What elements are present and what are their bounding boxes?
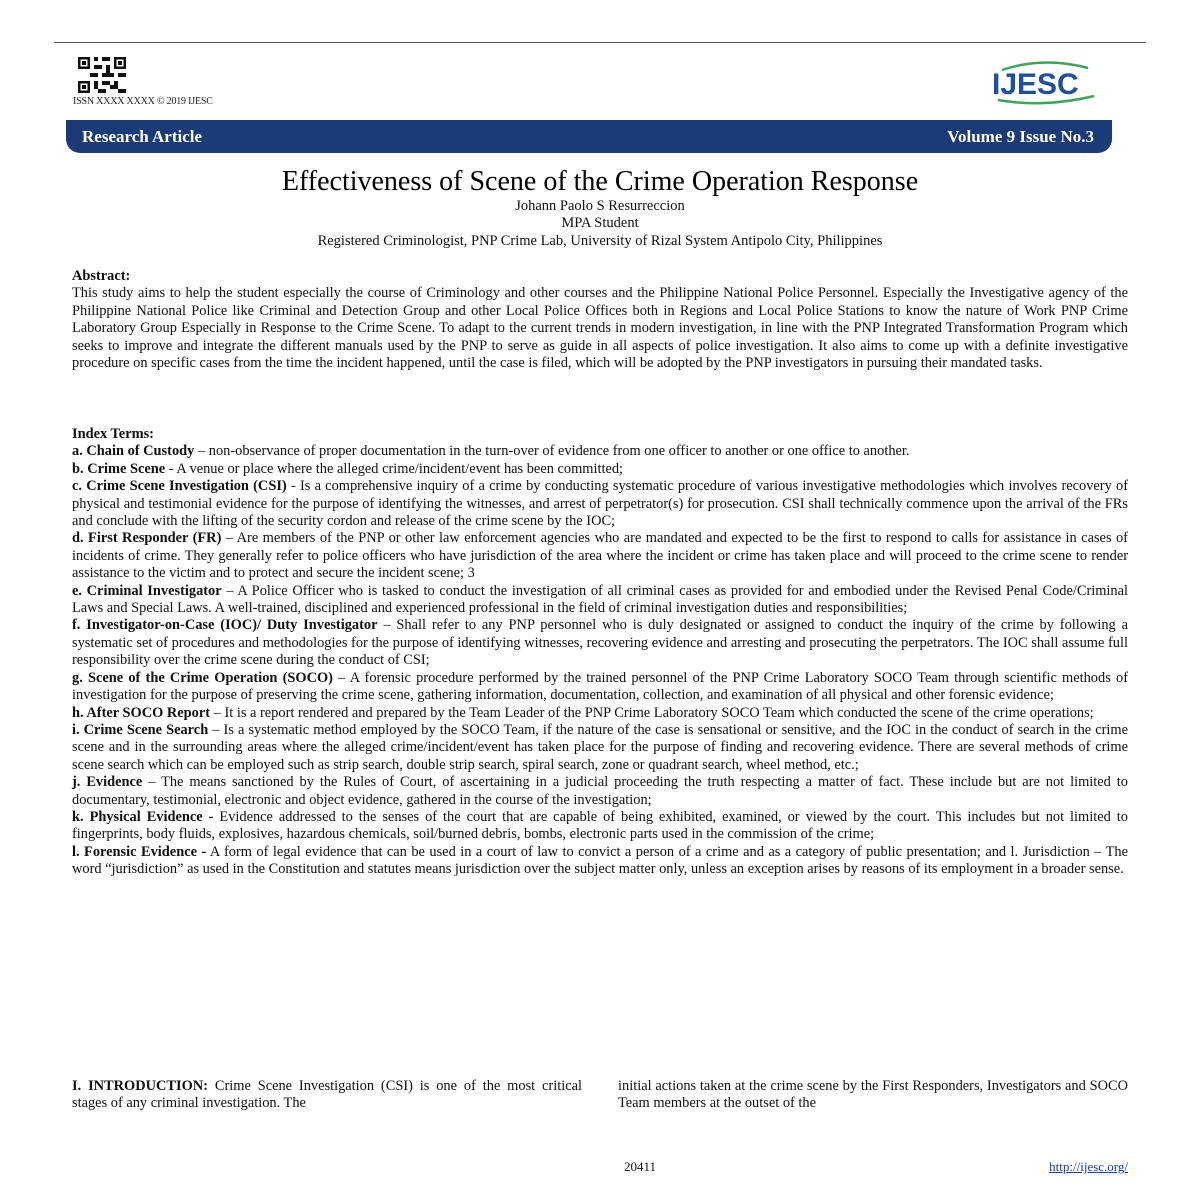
index-term-e <box>72 583 1128 618</box>
page-number: 20411 <box>623 1159 657 1174</box>
author-affiliation: Registered Criminologist, PNP Crime Lab, University of Rizal System Antipolo City, Philippines <box>317 233 883 249</box>
index-term-i <box>72 722 1128 774</box>
author-name: Johann Paolo S Resurreccion <box>515 198 685 214</box>
paper-title: Effectiveness of Scene of the Crime Operation Response <box>281 166 919 197</box>
term-label: h. After SOCO Report <box>72 704 211 721</box>
index-term-k <box>72 809 1128 844</box>
introduction-heading: I. INTRODUCTION: <box>72 1078 208 1094</box>
introduction-left-column <box>72 1078 582 1113</box>
ijesc-logo-icon <box>988 60 1100 106</box>
term-definition: A form of legal evidence that can be used in a court of law to convict a person of a crime and as a category of public presentation; and l. Jurisdiction – The word “jurisdiction” as used in the Constitution and statutes means jurisdiction over the subject matter only, unless an exception arises by reasons of its employment in a broader sense. <box>72 843 1128 878</box>
abstract-heading: Abstract: <box>72 268 131 284</box>
term-definition: Evidence addressed to the senses of the court that are capable of being exhibited, examined, or viewed by the court. This includes but not limited to fingerprints, body fluids, explosives, hazardous chemicals, soil/burned debris, bombs, electronic parts used in the commission of the crime; <box>72 808 1128 843</box>
introduction-right-text: initial actions taken at the crime scene by the First Responders, Investigators and SOCO Team members at the outset of the <box>618 1078 1128 1112</box>
term-label: j. Evidence <box>72 774 143 791</box>
term-definition: – Are members of the PNP or other law enforcement agencies who are mandated and expected to be the first to respond to calls for assistance in cases of incidents of crime. They generally refer to police officers who have jurisdiction of the area where the incident or crime has taken place and will proceed to the crime scene to render assistance to the victim and to protect and secure the incident scene; 3 <box>72 530 1128 582</box>
index-term-j <box>72 774 1128 809</box>
journal-url-link[interactable]: http://ijesc.org/ <box>1049 1159 1128 1174</box>
index-term-l <box>72 844 1128 879</box>
article-type: Research Article <box>82 127 203 146</box>
term-definition: – Is a systematic method employed by the SOCO Team, if the nature of the case is sensational or sensitive, and the IOC in the conduct of search in the crime scene and in the surrounding areas where the alleged crime/incident/event has taken place for the purpose of finding and recovering evidence. There are several methods of crime scene search which can be employed such as strip search, double strip search, spiral search, zone or quadrant search, wheel method, etc.; <box>72 721 1128 773</box>
term-definition: – A forensic procedure performed by the trained personnel of the PNP Crime Laboratory SOCO Team through scientific methods of investigation for the purpose of preserving the crime scene, gathering information, documentation, collection, and examination of all physical and other forensic evidence; <box>72 669 1128 704</box>
author-role: MPA Student <box>561 215 639 231</box>
introduction-left-text: Crime Scene Investigation (CSI) is one of the most critical stages of any criminal investigation. The <box>72 1078 582 1112</box>
term-definition: – A Police Officer who is tasked to conduct the investigation of all criminal cases as provided for and embodied under the Revised Penal Code/Criminal Laws and Special Laws. A well-trained, disciplined and experienced professional in the field of criminal investigation duties and responsibilities; <box>72 582 1129 617</box>
term-definition: – The means sanctioned by the Rules of Court, of ascertaining in a judicial proceeding the truth respecting a matter of fact. These include but are not limited to documentary, testimonial, electronic and object evidence, gathered in the course of the investigation; <box>72 774 1128 808</box>
index-term-c <box>72 478 1128 530</box>
term-label: l. Forensic Evidence - <box>72 843 207 860</box>
term-definition: – non-observance of proper documentation in the turn-over of evidence from one officer to another or one office to another. <box>194 443 910 460</box>
term-label: b. Crime Scene <box>72 460 166 477</box>
qr-code-icon <box>78 57 126 93</box>
logo-text: IJESC <box>992 68 1079 101</box>
abstract-text: This study aims to help the student especially the course of Criminology and other courses and the Philippine National Police Personnel. Especially the Investigative agency of the Philippine National Police like Criminal and Detection Group and other Local Police Offices both in Regions and Local Police Stations to know the nature of Work PNP Crime Laboratory Group Especially in Response to the Crime Scene. To adapt to the current trends in modern investigation, in line with the PNP Integrated Transformation Program which seeks to improve and integrate the different manuals used by the PNP to serve as guide in all aspects of police investigation. It also aims to come up with a definite investigative procedure on specific cases from the time the incident happened, until the case is filed, which will be adopted by the PNP investigators in pursuing their mandated tasks. <box>72 285 1128 372</box>
index-terms-heading: Index Terms: <box>72 426 154 442</box>
volume-issue: Volume 9 Issue No.3 <box>947 127 1094 146</box>
article-banner <box>66 120 1112 153</box>
term-label: g. Scene of the Crime Operation (SOCO) <box>72 669 333 686</box>
index-term-d <box>72 530 1128 582</box>
term-label: e. Criminal Investigator <box>72 582 222 599</box>
term-definition: – Shall refer to any PNP personnel who is duly designated or assigned to conduct the inquiry of the crime by following a systematic set of procedures and methodologies for the purpose of identifying witnesses, recovering evidence and arresting and prosecuting the perpetrators. The IOC shall assume full responsibility over the crime scene during the conduct of CSI; <box>72 617 1128 669</box>
header-rule <box>54 42 1146 43</box>
term-definition: - A venue or place where the alleged crime/incident/event has been committed; <box>165 460 624 477</box>
introduction-right-column <box>618 1078 1128 1113</box>
issn-line: ISSN XXXX XXXX © 2019 IJESC <box>73 96 213 107</box>
abstract-section <box>72 268 1128 372</box>
index-term-a <box>72 443 1128 460</box>
term-label: c. Crime Scene Investigation (CSI) <box>72 478 287 495</box>
term-label: a. Chain of Custody <box>72 443 195 460</box>
index-terms-section <box>72 426 1128 879</box>
index-term-b <box>72 461 1128 478</box>
term-definition: - Is a comprehensive inquiry of a crime by conducting systematic procedure of various investigative methodologies which involves recovery of physical and testimonial evidence for the purpose of identifying the witnesses, and arrest of perpetrator(s) for prosecution. CSI shall technically commence upon the arrival of the FRs and conclude with the lifting of the security cordon and release of the crime scene by the IOC; <box>72 478 1128 530</box>
index-term-f <box>72 617 1128 669</box>
term-definition: – It is a report rendered and prepared by the Team Leader of the PNP Crime Laboratory SOCO Team which conducted the scene of the crime operations; <box>210 704 1094 721</box>
index-term-h <box>72 705 1128 722</box>
term-label: i. Crime Scene Search <box>72 721 209 738</box>
index-term-g <box>72 670 1128 705</box>
term-label: k. Physical Evidence - <box>72 808 214 825</box>
term-label: d. First Responder (FR) <box>72 530 222 547</box>
term-label: f. Investigator-on-Case (IOC)/ Duty Investigator <box>72 617 378 634</box>
